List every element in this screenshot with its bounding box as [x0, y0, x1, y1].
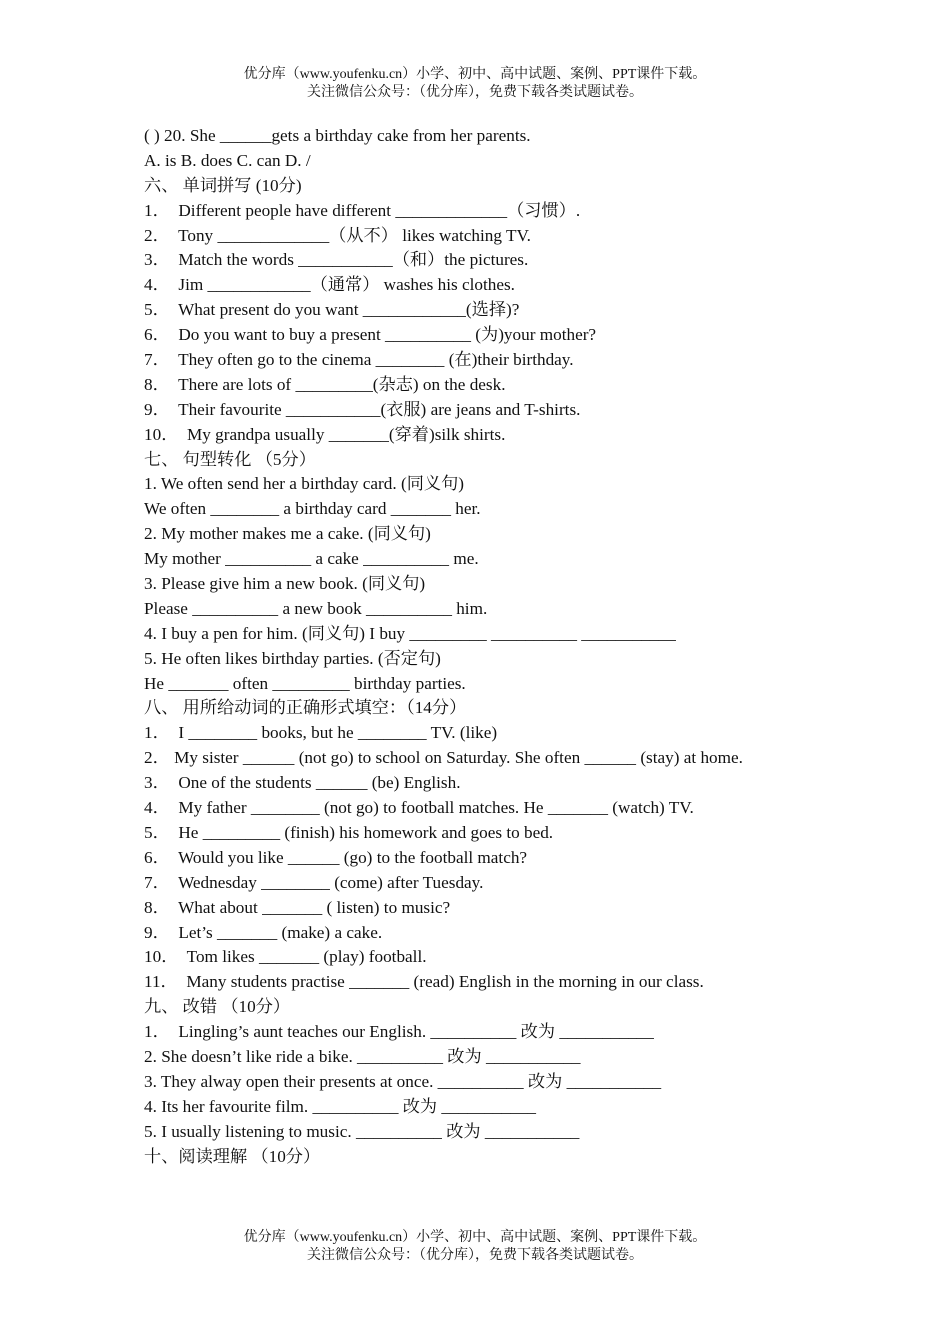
transform-item-5: 5. He often likes birthday parties. (否定句)	[144, 648, 441, 668]
spelling-item-10: 10． My grandpa usually _______(穿着)silk shirts.	[144, 424, 506, 444]
spelling-item-9: 9． Their favourite ___________(衣服) are jeans and T-shirts.	[144, 399, 581, 419]
question-line: ( ) 20. She ______gets a birthday cake from her parents.	[144, 126, 531, 145]
correction-item-3: 3. They alway open their presents at once. __________ 改为 ___________	[144, 1071, 662, 1091]
section-heading-8: 八、 用所给动词的正确形式填空：（14分）	[144, 698, 467, 718]
header-line-2: 关注微信公众号：（优分库），免费下载各类试题试卷。	[307, 85, 643, 100]
correction-item-2: 2. She doesn’t like ride a bike. __________ 改为 ___________	[144, 1046, 581, 1066]
transform-item-4: 4. I buy a pen for him. (同义句) I buy _________ __________ ___________	[144, 623, 676, 643]
document-body	[144, 124, 808, 1169]
verb-item-11: 11． Many students practise _______ (read) English in the morning in our class.	[144, 972, 704, 992]
transform-item-1: 1. We often send her a birthday card. (同义句)	[144, 474, 464, 494]
verb-item-10: 10． Tom likes _______ (play) football.	[144, 947, 427, 967]
transform-item-2: 2. My mother makes me a cake. (同义句)	[144, 524, 431, 544]
spelling-item-7: 7． They often go to the cinema ________ (在)their birthday.	[144, 350, 574, 370]
verb-item-7: 7． Wednesday ________ (come) after Tuesday.	[144, 872, 484, 892]
verb-item-8: 8． What about _______ ( listen) to music?	[144, 897, 451, 917]
verb-item-9: 9． Let’s _______ (make) a cake.	[144, 922, 383, 942]
verb-item-6: 6． Would you like ______ (go) to the football match?	[144, 847, 528, 867]
header-line-1: 优分库（www.youfenku.cn）小学、初中、高中试题、案例、PPT课件下载。	[243, 67, 707, 82]
options-line: A. is B. does C. can D. /	[144, 150, 311, 170]
section-heading-7: 七、 句型转化 （5分）	[144, 449, 316, 469]
correction-item-5: 5. I usually listening to music. __________ 改为 ___________	[144, 1121, 580, 1141]
spelling-item-1: 1． Different people have different _____________（习惯）.	[144, 200, 581, 220]
footer-line-2: 关注微信公众号：（优分库），免费下载各类试题试卷。	[307, 1248, 643, 1263]
footer-line-1: 优分库（www.youfenku.cn）小学、初中、高中试题、案例、PPT课件下载。	[243, 1230, 707, 1245]
spelling-item-2: 2． Tony _____________（从不） likes watching TV.	[144, 225, 531, 245]
page-footer	[0, 1229, 950, 1265]
spelling-item-5: 5． What present do you want ____________(选择)?	[144, 300, 520, 320]
spelling-item-8: 8． There are lots of _________(杂志) on the desk.	[144, 374, 506, 394]
section-heading-6: 六、 单词拼写 (10分)	[144, 175, 302, 195]
transform-answer-5: He _______ often _________ birthday parties.	[144, 673, 466, 693]
page-header	[0, 66, 950, 102]
transform-item-3: 3. Please give him a new book. (同义句)	[144, 574, 426, 594]
correction-item-1: 1． Lingling’s aunt teaches our English. __________ 改为 ___________	[144, 1022, 654, 1042]
spelling-item-3: 3． Match the words ___________（和）the pictures.	[144, 250, 529, 270]
verb-item-5: 5． He _________ (finish) his homework and goes to bed.	[144, 822, 554, 842]
spelling-item-4: 4． Jim ____________（通常） washes his clothes.	[144, 275, 515, 295]
transform-answer-3: Please __________ a new book __________ him.	[144, 598, 488, 618]
transform-answer-2: My mother __________ a cake __________ me.	[144, 549, 479, 569]
spelling-item-6: 6． Do you want to buy a present __________ (为)your mother?	[144, 325, 597, 345]
verb-item-4: 4． My father ________ (not go) to football matches. He _______ (watch) TV.	[144, 798, 694, 818]
verb-item-3: 3． One of the students ______ (be) English.	[144, 773, 461, 793]
verb-item-1: 1． I ________ books, but he ________ TV. (like)	[144, 723, 498, 743]
transform-answer-1: We often ________ a birthday card _______ her.	[144, 499, 481, 519]
verb-item-2: 2． My sister ______ (not go) to school on Saturday. She often ______ (stay) at home.	[144, 748, 743, 768]
section-heading-10: 十、阅读理解 （10分）	[144, 1146, 321, 1166]
section-heading-9: 九、 改错 （10分）	[144, 997, 291, 1017]
correction-item-4: 4. Its her favourite film. __________ 改为 ___________	[144, 1096, 536, 1116]
